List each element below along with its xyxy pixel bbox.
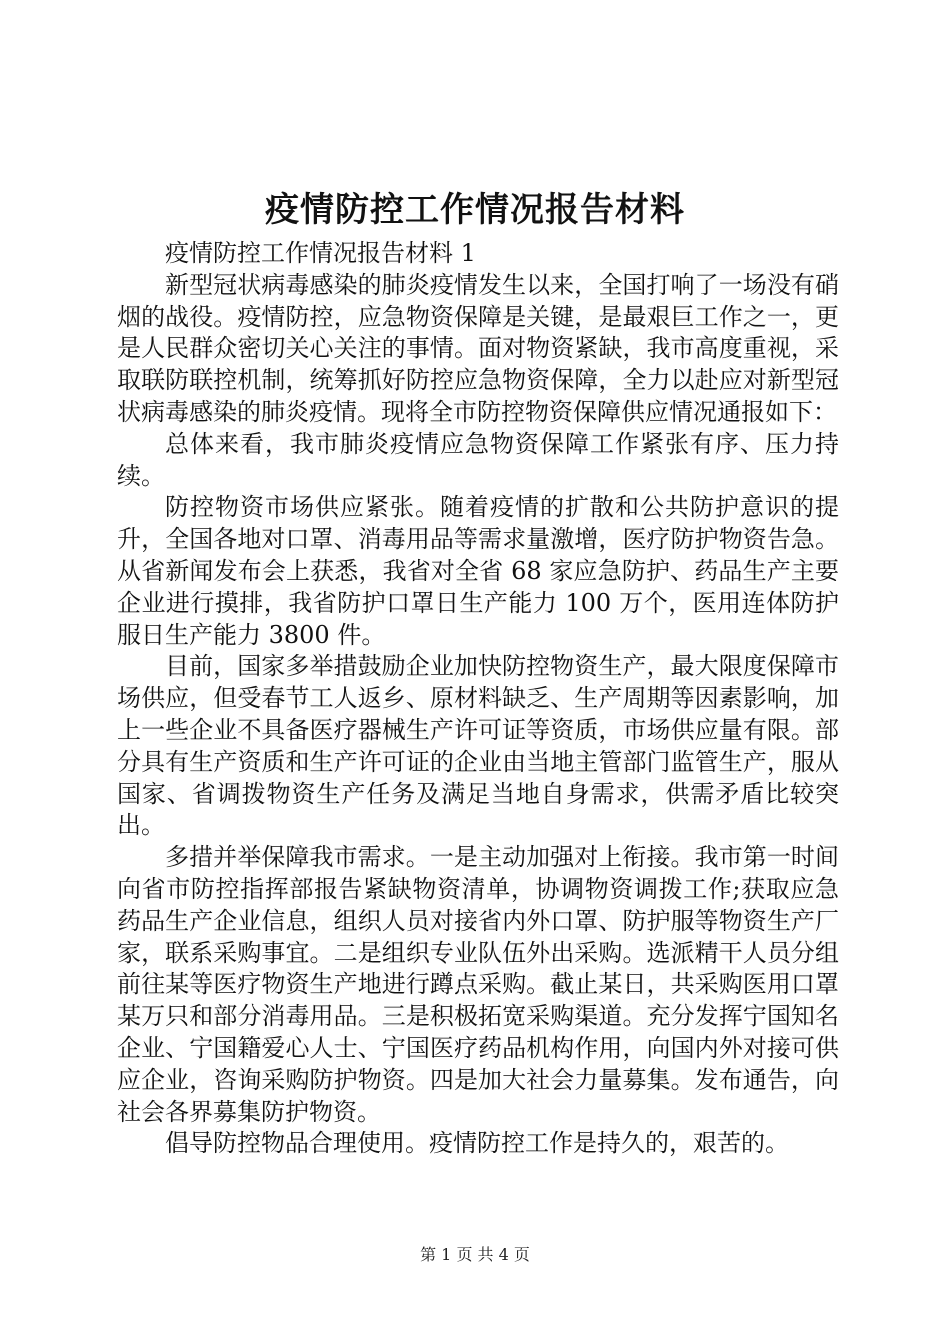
body-paragraph: 多措并举保障我市需求。一是主动加强对上衔接。我市第一时间向省市防控指挥部报告紧缺物资清单，协调物资调拨工作;获取应急药品生产企业信息，组织人员对接省内外口罩、防护服等物资生产厂家，联系采购事宜。二是组织专业队伍外出采购。选派精干人员分组前往某等医疗物资生产地进行蹲点采购。截止某日，共采购医用口罩某万只和部分消毒用品。三是积极拓宽采购渠道。充分发挥宁国知名企业、宁国籍爱心人士、宁国医疗药品机构作用，向国内外对接可供应企业，咨询采购防护物资。四是加大社会力量募集。发布通告，向社会各界募集防护物资。 — [117, 843, 839, 1126]
body-paragraph: 总体来看，我市肺炎疫情应急物资保障工作紧张有序、压力持续。 — [117, 429, 839, 490]
body-paragraph: 目前，国家多举措鼓励企业加快防控物资生产，最大限度保障市场供应，但受春节工人返乡、原材料缺乏、生产周期等因素影响，加上一些企业不具备医疗器械生产许可证等资质，市场供应量有限。部分具有生产资质和生产许可证的企业由当地主管部门监管生产，服从国家、省调拨物资生产任务及满足当地自身需求，供需矛盾比较突出。 — [117, 652, 839, 840]
subtitle-paragraph: 疫情防控工作情况报告材料 1 — [165, 239, 476, 267]
body-paragraph: 倡导防控物品合理使用。疫情防控工作是持久的，艰苦的。 — [165, 1129, 789, 1158]
document-body — [117, 238, 839, 1160]
page-footer: 第 1 页 共 4 页 — [420, 1245, 530, 1264]
body-paragraph: 防控物资市场供应紧张。随着疫情的扩散和公共防护意识的提升，全国各地对口罩、消毒用品等需求量激增，医疗防护物资告急。从省新闻发布会上获悉，我省对全省 68 家应急防护、药品生产主要企业进行摸排，我省防护口罩日生产能力 100 万个，医用连体防护服日生产能力 3800 件。 — [117, 493, 839, 649]
document-title: 疫情防控工作情况报告材料 — [265, 190, 685, 230]
body-paragraph: 新型冠状病毒感染的肺炎疫情发生以来，全国打响了一场没有硝烟的战役。疫情防控，应急物资保障是关键，是最艰巨工作之一，更是人民群众密切关心关注的事情。面对物资紧缺，我市高度重视，采取联防联控机制，统筹抓好防控应急物资保障，全力以赴应对新型冠状病毒感染的肺炎疫情。现将全市防控物资保障供应情况通报如下： — [117, 270, 839, 426]
